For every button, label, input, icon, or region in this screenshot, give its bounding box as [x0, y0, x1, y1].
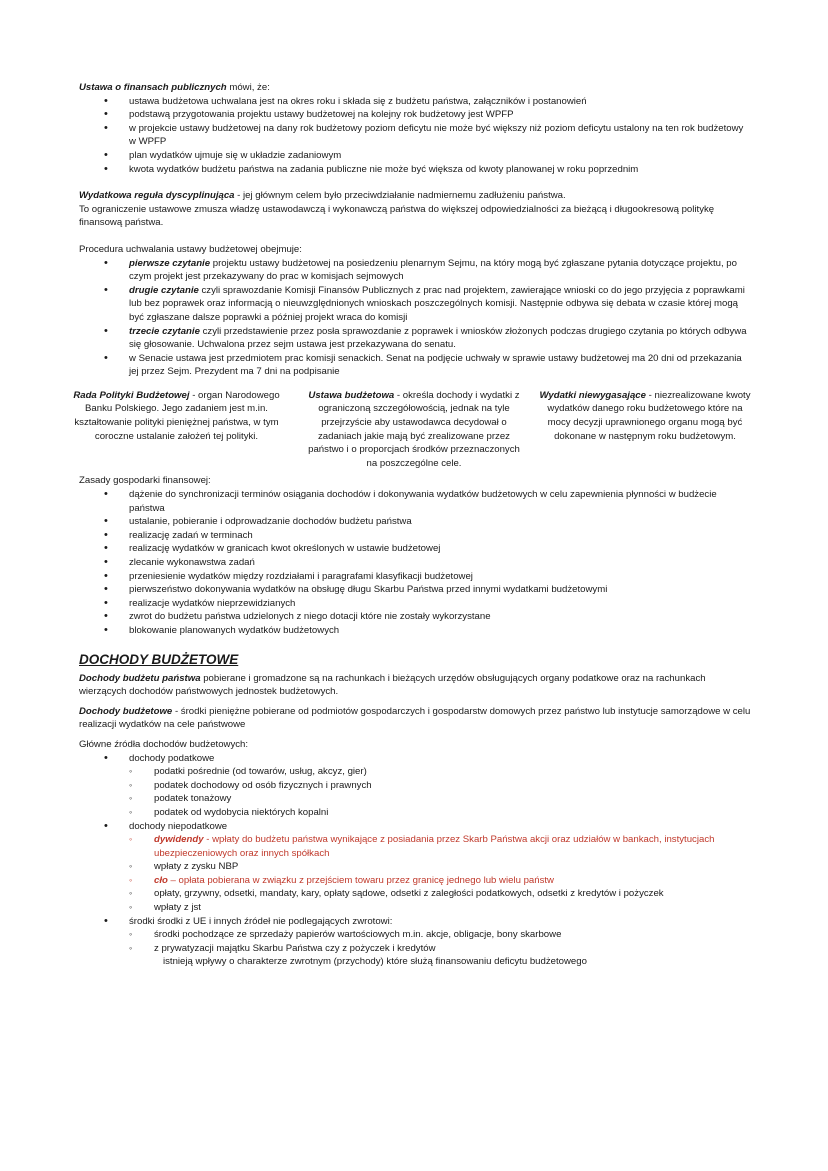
definition-wydatki: Wydatki niewygasające - niezrealizowane kwoty wydatków danego roku budżetowego które na mocy decyzji uprawnionego organu mogą być dokonane w następnym roku budżetowym.: [539, 389, 751, 442]
list-item: • ustalanie, pobieranie i odprowadzanie dochodów budżetu państwa: [129, 515, 751, 529]
sublist-item: ◦ wpłaty z jst: [154, 901, 751, 915]
sublist: [129, 928, 751, 955]
rules-list: [79, 488, 751, 638]
rule-term: Wydatkowa reguła dyscyplinująca: [79, 190, 235, 202]
continuation-text: istnieją wpływy o charakterze zwrotnym (przychody) które służą finansowaniu deficytu budżetowego: [163, 956, 587, 968]
list-item: • w Senacie ustawa jest przedmiotem prac komisji senackich. Senat na podjęcie uchwały w sprawie ustawy budżetowej ma 20 dni od przekazania jej przez Sejm. Prezydent ma 7 dni na podpisanie: [129, 352, 751, 379]
rule-paragraph-2: To ograniczenie ustawowe zmusza władzę ustawodawczą i wykonawczą państwa do większej odpowiedzialności za bieżącą i długookresową politykę finansową państwa.: [79, 203, 715, 229]
procedure-intro: Procedura uchwalania ustawy budżetowej obejmuje:: [79, 243, 302, 255]
list-item: • realizacje wydatków nieprzewidzianych: [129, 597, 751, 611]
sublist: [129, 765, 751, 819]
list-item: • ustawa budżetowa uchwalana jest na okres roku i składa się z budżetu państwa, załączników i postanowień: [129, 95, 751, 109]
section-heading: DOCHODY BUDŻETOWE: [79, 651, 239, 667]
list-item: • zlecanie wykonawstwa zadań: [129, 556, 751, 570]
sublist-item: ◦ podatki pośrednie (od towarów, usług, akcyz, gier): [154, 765, 751, 779]
sources-intro: Główne źródła dochodów budżetowych:: [79, 738, 249, 750]
list-item: • realizację zadań w terminach: [129, 529, 751, 543]
sublist: [129, 833, 751, 915]
ufp-intro: Ustawa o finansach publicznych mówi, że:: [79, 82, 270, 93]
list-item: • realizację wydatków w granicach kwot określonych w ustawie budżetowej: [129, 542, 751, 556]
sublist-item: ◦ wpłaty z zysku NBP: [154, 860, 751, 874]
sublist-item: ◦ podatek dochodowy od osób fizycznych i prawnych: [154, 779, 751, 793]
rules-intro: Zasady gospodarki finansowej:: [79, 475, 211, 487]
list-item: • zwrot do budżetu państwa udzielonych z niego dotacji które nie zostały wykorzystane: [129, 610, 751, 624]
sublist-item: ◦ z prywatyzacji majątku Skarbu Państwa czy z pożyczek i kredytów: [154, 942, 751, 956]
list-item: • przeniesienie wydatków między rozdziałami i paragrafami klasyfikacji budżetowej: [129, 570, 751, 584]
list-item: • blokowanie planowanych wydatków budżetowych: [129, 624, 751, 638]
definition-columns: [73, 389, 751, 471]
list-item: • kwota wydatków budżetu państwa na zadania publiczne nie może być większa od kwoty planowanej w roku poprzednim: [129, 163, 751, 177]
list-item: • trzecie czytanie czyli przedstawienie przez posła sprawozdanie z poprawek i wniosków złożonych podczas drugiego czytania po których odbywa się głosowanie. Uchwalona przez sejm ustawa jest przekazywana do senatu.: [129, 325, 751, 352]
definition-ustawa: Ustawa budżetowa - określa dochody i wydatki z ograniczoną szczegółowością, jednak na tyle przejrzyście aby ustawodawca decydował o zadaniach jakie mają być zrealizowane przez państwo i o proporcjach środków przeznaczonych na poszczególne cele.: [308, 389, 520, 469]
sources-list: [79, 752, 751, 970]
ufp-list: [79, 95, 751, 177]
procedure-list: [79, 257, 751, 379]
sublist-item: ◦ dywidendy - wpłaty do budżetu państwa wynikające z posiadania przez Skarb Państwa akcji oraz udziałów w bankach, instytucjach ubezpieczeniowych oraz innych spółkach: [154, 833, 751, 860]
list-item: • drugie czytanie czyli sprawozdanie Komisji Finansów Publicznych z prac nad projektem, zawierające wnioski co do jego przyjęcia z poprawkami lub bez poprawek oraz informacją o nieuwzględnionych wnioskach poszczególnych komisji. Następnie odbywa się debata w czasie której mogą być zgłaszane dalsze poprawki a później projekt wraca do komisji: [129, 284, 751, 325]
list-item: • dążenie do synchronizacji terminów osiągania dochodów i dokonywania wydatków budżetowych w celu zapewnienia płynności w budżecie państwa: [129, 488, 751, 515]
ufp-title: Ustawa o finansach publicznych: [79, 82, 227, 93]
sublist-item: ◦ środki pochodzące ze sprzedaży papierów wartościowych m.in. akcje, obligacje, bony skarbowe: [154, 928, 751, 942]
list-item: • podstawą przygotowania projektu ustawy budżetowej na kolejny rok budżetowy jest WPFP: [129, 108, 751, 122]
list-item: • pierwszeństwo dokonywania wydatków na obsługę długu Skarbu Państwa przed innymi wydatkami budżetowymi: [129, 583, 751, 597]
sublist-item: ◦ opłaty, grzywny, odsetki, mandaty, kary, opłaty sądowe, odsetki z zaległości podatkowych, odsetki z kredytów i pożyczek: [154, 887, 751, 901]
rule-paragraph: Wydatkowa reguła dyscyplinująca - jej głównym celem było przeciwdziałanie nadmiernemu zadłużeniu państwa.: [79, 190, 566, 202]
sublist-item: ◦ podatek tonażowy: [154, 792, 751, 806]
sublist-item: ◦ cło – opłata pobierana w związku z przejściem towaru przez granicę jednego lub wielu państw: [154, 874, 751, 888]
document-page: [73, 81, 751, 969]
definition-rpb: Rada Polityki Budżetowej - organ Narodowego Banku Polskiego. Jego zadaniem jest m.in. kształtowanie polityki pieniężnej państwa, w tym coroczne ustalanie założeń tej polityki.: [73, 389, 280, 442]
list-item: • środki środki z UE i innych źródeł nie podlegających zwrotowi: ◦ środki pochodzące ze sprzedaży papierów wartościowych m.in. akcje, obligacje, bony skarbowe ◦ z prywatyzacji majątku Skarbu Państwa czy z pożyczek i kredytów istnieją wpływy o charakterze zwrotnym (przychody) które służą finansowaniu deficytu budżetowego: [129, 915, 751, 969]
dochody-paragraph-2: Dochody budżetowe - środki pieniężne pobierane od podmiotów gospodarczych i gospodarstw domowych przez państwo lub instytucje samorządowe w celu realizacji wydatków na cele państwowe: [79, 705, 751, 731]
list-item: • plan wydatków ujmuje się w układzie zadaniowym: [129, 149, 751, 163]
dochody-paragraph-1: Dochody budżetu państwa pobierane i gromadzone są na rachunkach i bieżących urzędów obsługujących organy podatkowe oraz na rachunkach wierzących dochodów państwowych jednostek budżetowych.: [79, 672, 706, 698]
sublist-item: ◦ podatek od wydobycia niektórych kopalni: [154, 806, 751, 820]
list-item: • dochody niepodatkowe ◦ dywidendy - wpłaty do budżetu państwa wynikające z posiadania przez Skarb Państwa akcji oraz udziałów w bankach, instytucjach ubezpieczeniowych oraz innych spółkach ◦ wpłaty z zysku NBP ◦ cło – opłata pobierana w związku z przejściem towaru przez granicę jednego lub wielu państw ◦ opłaty, grzywny, odsetki, mandaty, kary, opłaty sądowe, odsetki z zaległości podatkowych, odsetki z kredytów i pożyczek ◦ wpłaty z jst: [129, 820, 751, 915]
list-item: • pierwsze czytanie projektu ustawy budżetowej na posiedzeniu plenarnym Sejmu, na który mogą być zgłaszane pytania dotyczące projektu, po czym projekt jest przekazywany do prac w komisjach sejmowych: [129, 257, 751, 284]
list-item: • dochody podatkowe ◦ podatki pośrednie (od towarów, usług, akcyz, gier) ◦ podatek dochodowy od osób fizycznych i prawnych ◦ podatek tonażowy ◦ podatek od wydobycia niektórych kopalni: [129, 752, 751, 820]
list-item: • w projekcie ustawy budżetowej na dany rok budżetowy poziom deficytu nie może być większy niż poziom deficytu ustalony na ten rok budżetowy w WPFP: [129, 122, 751, 149]
